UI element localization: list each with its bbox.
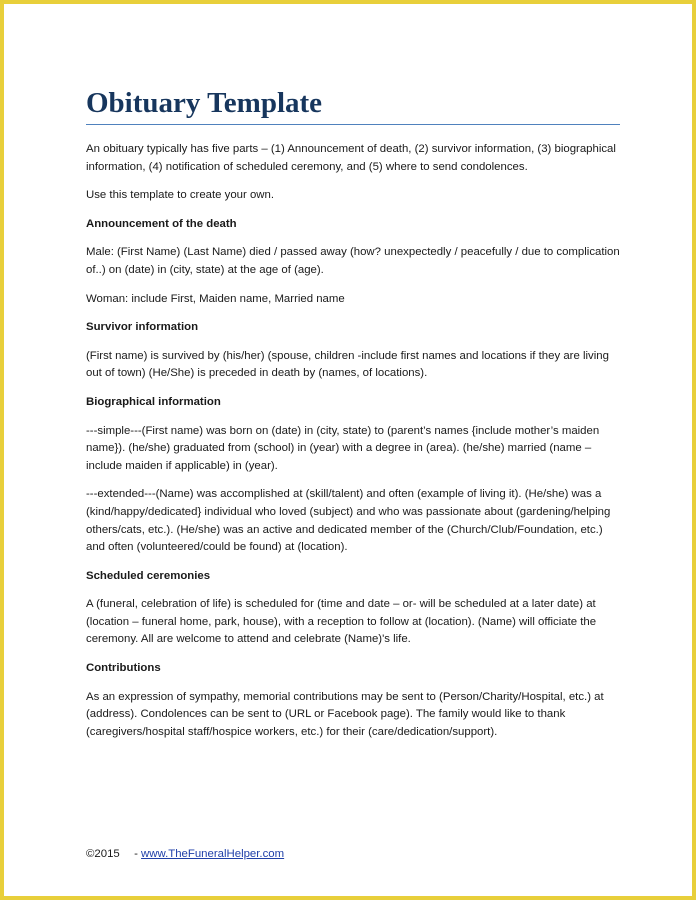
copyright-text: ©2015 <box>86 848 120 860</box>
section-heading-biographical: Biographical information <box>86 395 221 408</box>
footer-dash: - <box>134 848 138 860</box>
announcement-woman-paragraph: Woman: include First, Maiden name, Married name <box>86 292 345 305</box>
survivor-paragraph: (First name) is survived by (his/her) (spouse, children -include first names and locations if they are living out of town) (He/She) is preceded in death by (names, of locations). <box>86 349 609 380</box>
section-heading-survivor: Survivor information <box>86 321 199 334</box>
website-link[interactable]: www.TheFuneralHelper.com <box>141 848 285 860</box>
section-heading-announcement: Announcement of the death <box>86 217 237 230</box>
section-heading-contributions: Contributions <box>86 662 161 675</box>
announcement-male-paragraph: Male: (First Name) (Last Name) died / passed away (how? unexpectedly / peacefully / due to complication of..) on (date) in (city, state) at the age of (age). <box>86 246 620 276</box>
ceremonies-paragraph: A (funeral, celebration of life) is scheduled for (time and date – or- will be scheduled at a later date) at (location – funeral home, park, house), with a reception to follow at (location). (Name) will officiate the ceremony. All are welcome to attend and celebrate (Name)'s life. <box>86 598 597 646</box>
document-page <box>86 84 620 752</box>
use-template-paragraph: Use this template to create your own. <box>86 189 275 202</box>
document-title: Obituary Template <box>86 84 620 125</box>
contributions-paragraph: As an expression of sympathy, memorial contributions may be sent to (Person/Charity/Hospital, etc.) at (address). Condolences can be sent to (URL or Facebook page). The family would like to thank (caregivers/hospital staff/hospice workers, etc.) for their (care/dedication/support). <box>86 690 604 738</box>
intro-paragraph: An obituary typically has five parts – (1) Announcement of death, (2) survivor information, (3) biographical information, (4) notification of scheduled ceremony, and (5) where to send condolences. <box>86 143 616 173</box>
section-heading-ceremonies: Scheduled ceremonies <box>86 569 211 582</box>
footer <box>86 846 284 863</box>
document-body <box>86 141 620 741</box>
biographical-simple-paragraph: ---simple---(First name) was born on (date) in (city, state) to (parent’s names {include mother’s maiden name}). (he/she) graduated from (school) in (year) with a degree in (area). (he/she) married (name – include maiden if applicable) in (year). <box>86 424 600 472</box>
biographical-extended-paragraph: ---extended---(Name) was accomplished at (skill/talent) and often (example of living it). (He/she) was a (kind/happy/dedicated} individual who loved (subject) and who was passionate about (gardening/helping others/cats, etc.). (He/she) was an active and dedicated member of the (Church/Club/Foundation, etc.) and often (volunteered/could be found) at (location). <box>86 488 611 554</box>
